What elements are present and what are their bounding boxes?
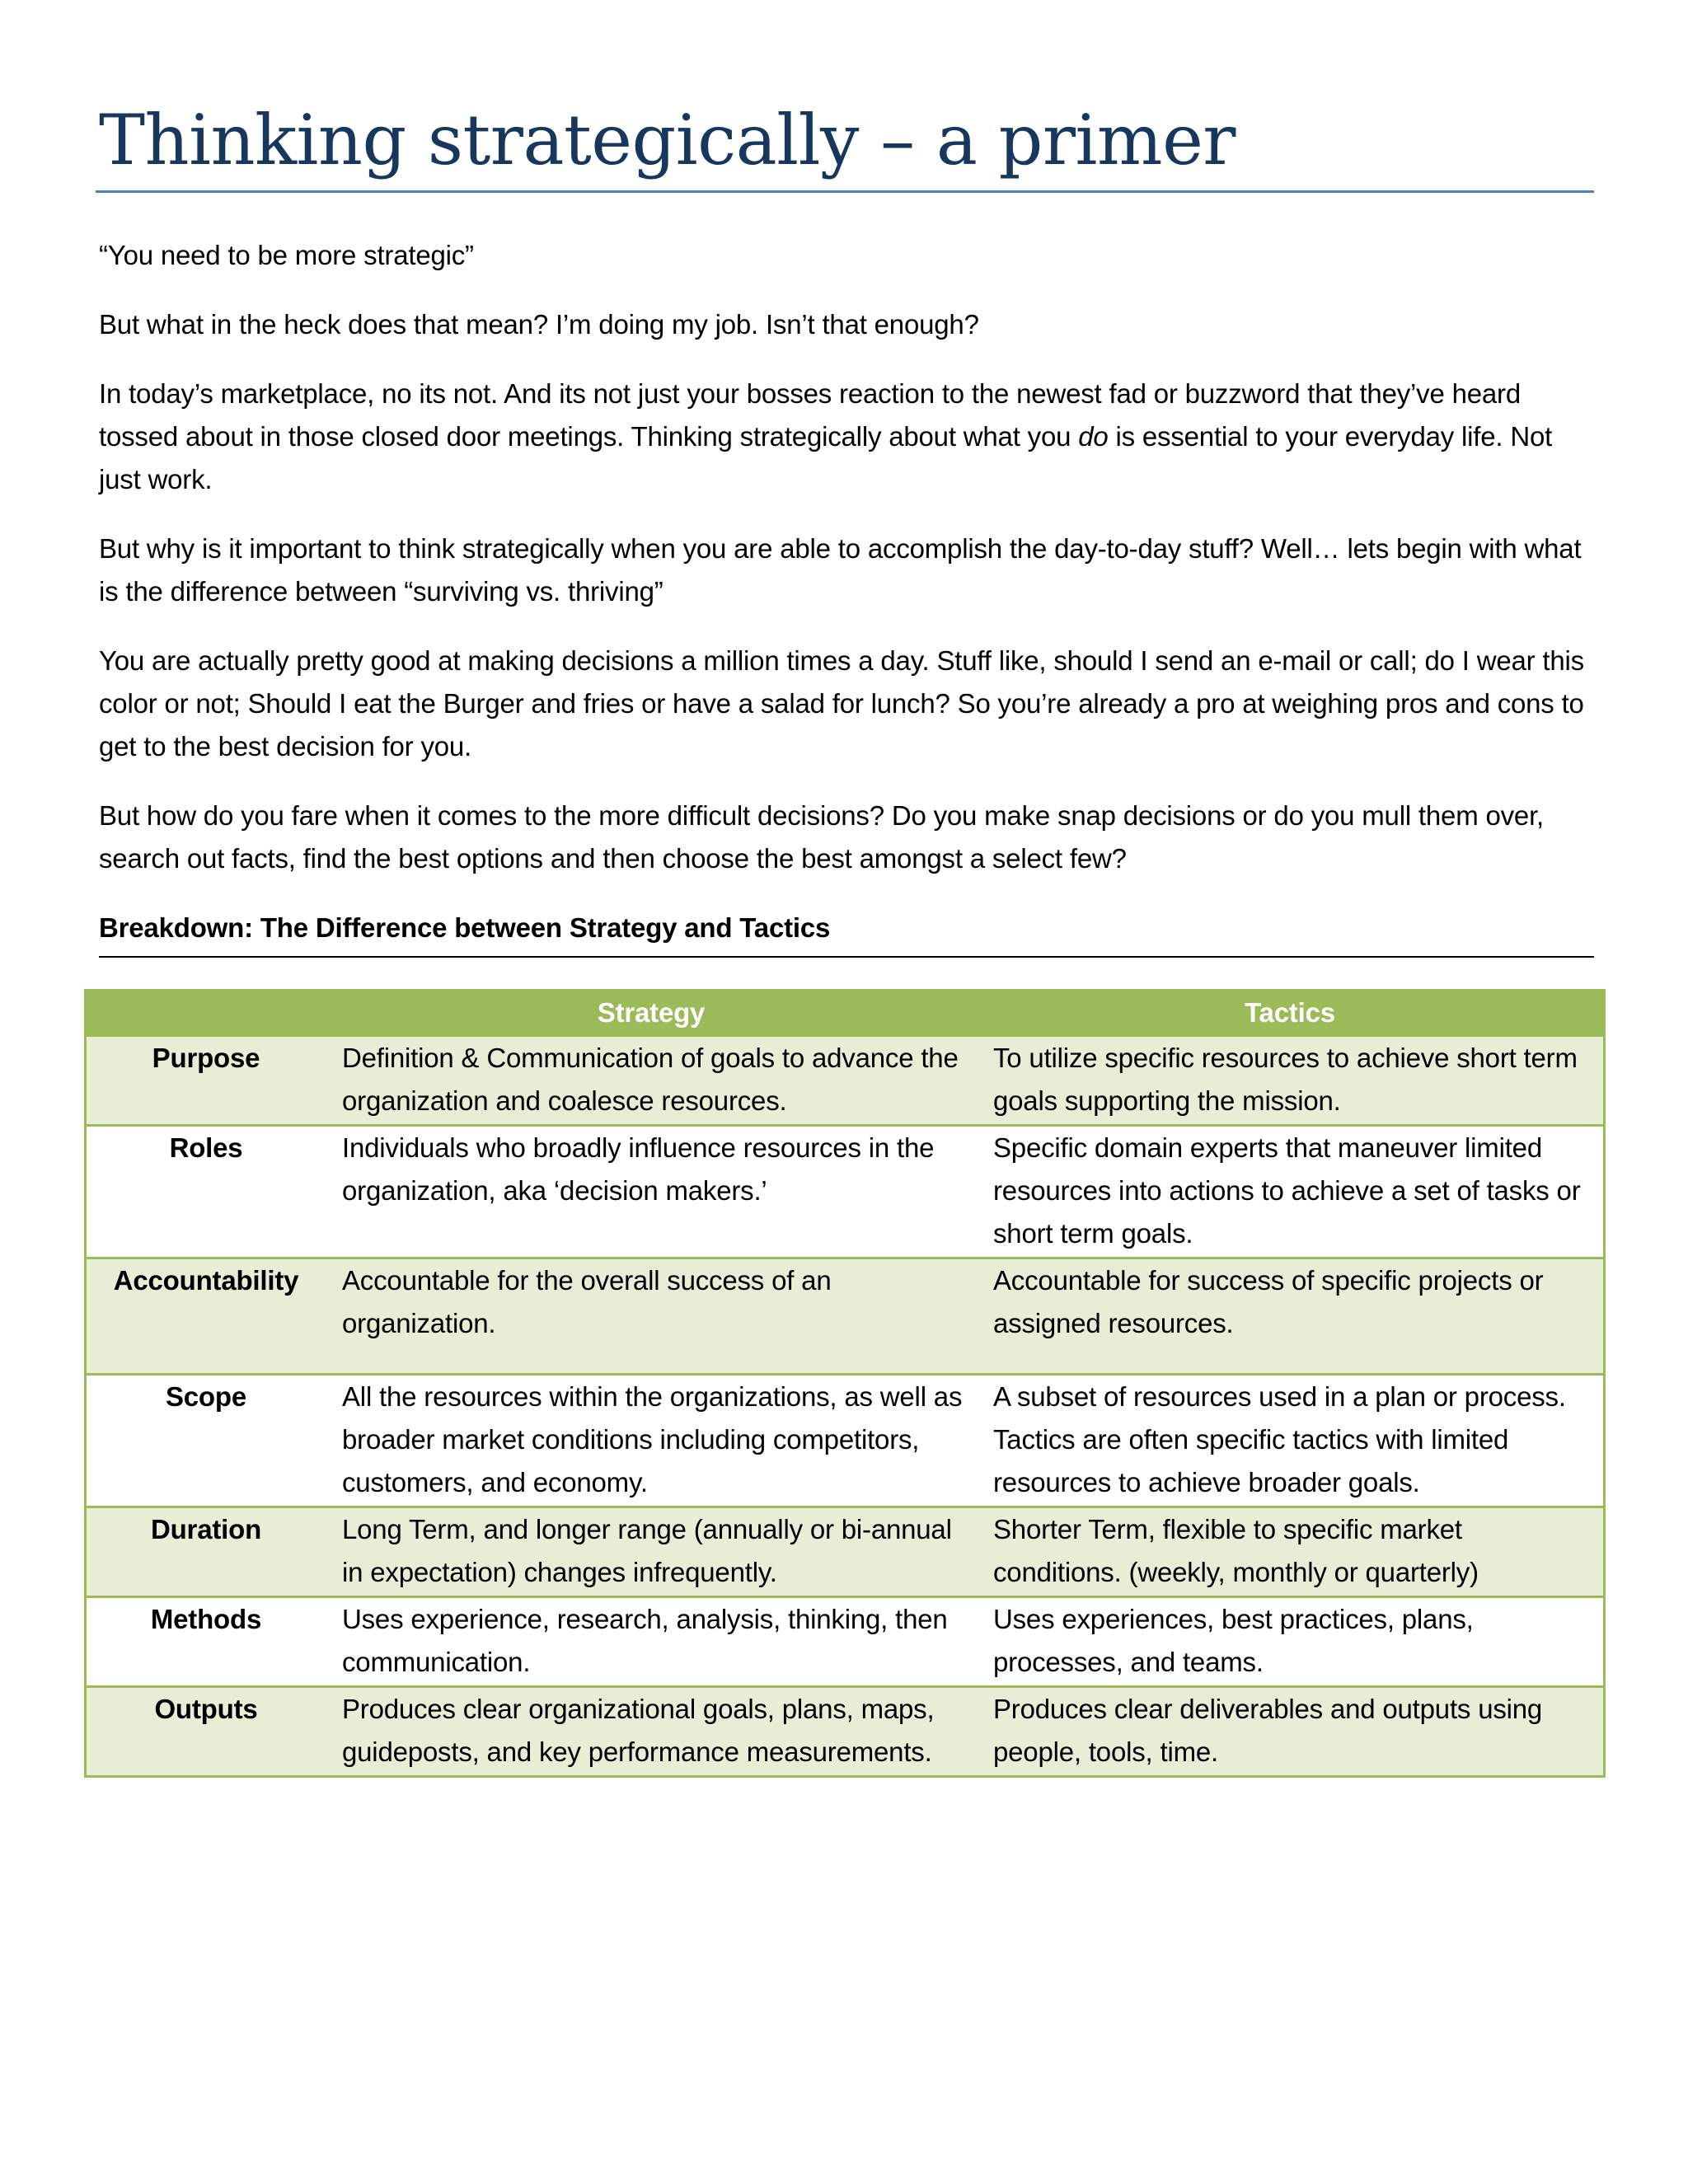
row-label-scope: Scope — [86, 1375, 326, 1507]
title-divider — [96, 190, 1594, 193]
strategy-cell: Accountable for the overall success of an organization. — [326, 1258, 977, 1375]
paragraph-question: But what in the heck does that mean? I’m doing my job. Isn’t that enough? — [99, 308, 979, 340]
paragraph-quote: “You need to be more strategic” — [99, 239, 474, 270]
table-row — [86, 1687, 1605, 1777]
comparison-table — [84, 989, 1606, 1778]
tactics-cell: To utilize specific resources to achieve short term goals supporting the mission. — [977, 1036, 1605, 1126]
header-label — [86, 991, 326, 1036]
paragraph-decisions: You are actually pretty good at making decisions a million times a day. Stuff like, should I send an e-mail or call; do I wear this color or not; Should I eat the Burger and fries or have a salad for lunch? So you’re already a pro at weighing pros and cons to get to the best decision for you. — [99, 644, 1584, 762]
row-label-duration: Duration — [86, 1507, 326, 1597]
strategy-cell: All the resources within the organizations, as well as broader market conditions including competitors, customers, and economy. — [326, 1375, 977, 1507]
header-tactics: Tactics — [977, 991, 1605, 1036]
paragraph-text: In today’s marketplace, no its not. And its not just your bosses reaction to the newest fad or buzzword that they’ve heard tossed about in those closed door meetings. Thinking strategically about what you — [99, 377, 1521, 452]
tactics-cell: A subset of resources used in a plan or process. Tactics are often specific tactics with limited resources to achieve broader goals. — [977, 1375, 1605, 1507]
paragraph-difficult-decisions: But how do you fare when it comes to the more difficult decisions? Do you make snap decisions or do you mull them over, search out facts, find the best options and then choose the best amongst a select few? — [99, 799, 1545, 874]
table-row — [86, 1258, 1605, 1375]
tactics-cell: Produces clear deliverables and outputs using people, tools, time. — [977, 1687, 1605, 1777]
table-row — [86, 1507, 1605, 1597]
section-heading: Breakdown: The Difference between Strategy and Tactics — [99, 907, 1594, 958]
strategy-cell: Individuals who broadly influence resources in the organization, aka ‘decision makers.’ — [326, 1126, 977, 1258]
page-title: Thinking strategically – a primer — [99, 100, 1236, 180]
document-page — [99, 99, 1594, 958]
paragraph-why-strategic: But why is it important to think strategically when you are able to accomplish the day-to-day stuff? Well… lets begin with what is the difference between “surviving vs. thriving” — [99, 532, 1582, 607]
table-row — [86, 1036, 1605, 1126]
table-row — [86, 1126, 1605, 1258]
tactics-cell: Accountable for success of specific projects or assigned resources. — [977, 1258, 1605, 1375]
row-label-outputs: Outputs — [86, 1687, 326, 1777]
row-label-roles: Roles — [86, 1126, 326, 1258]
tactics-cell: Specific domain experts that maneuver limited resources into actions to achieve a set of tasks or short term goals. — [977, 1126, 1605, 1258]
tactics-cell: Uses experiences, best practices, plans, processes, and teams. — [977, 1597, 1605, 1687]
strategy-cell: Definition & Communication of goals to advance the organization and coalesce resources. — [326, 1036, 977, 1126]
row-label-accountability: Accountability — [86, 1258, 326, 1375]
row-label-methods: Methods — [86, 1597, 326, 1687]
strategy-cell: Uses experience, research, analysis, thinking, then communication. — [326, 1597, 977, 1687]
comparison-table-wrapper — [84, 989, 1606, 1778]
emphasis-text: do — [1078, 420, 1109, 452]
tactics-cell: Shorter Term, flexible to specific market conditions. (weekly, monthly or quarterly) — [977, 1507, 1605, 1597]
table-row — [86, 1375, 1605, 1507]
strategy-cell: Produces clear organizational goals, plans, maps, guideposts, and key performance measurements. — [326, 1687, 977, 1777]
paragraph-marketplace — [99, 373, 1594, 501]
header-strategy: Strategy — [326, 991, 977, 1036]
row-label-purpose: Purpose — [86, 1036, 326, 1126]
strategy-cell: Long Term, and longer range (annually or bi-annual in expectation) changes infrequently. — [326, 1507, 977, 1597]
table-row — [86, 1597, 1605, 1687]
table-header-row — [86, 991, 1605, 1036]
paragraph-text: is essential to your everyday life. Not just work. — [99, 420, 1553, 494]
